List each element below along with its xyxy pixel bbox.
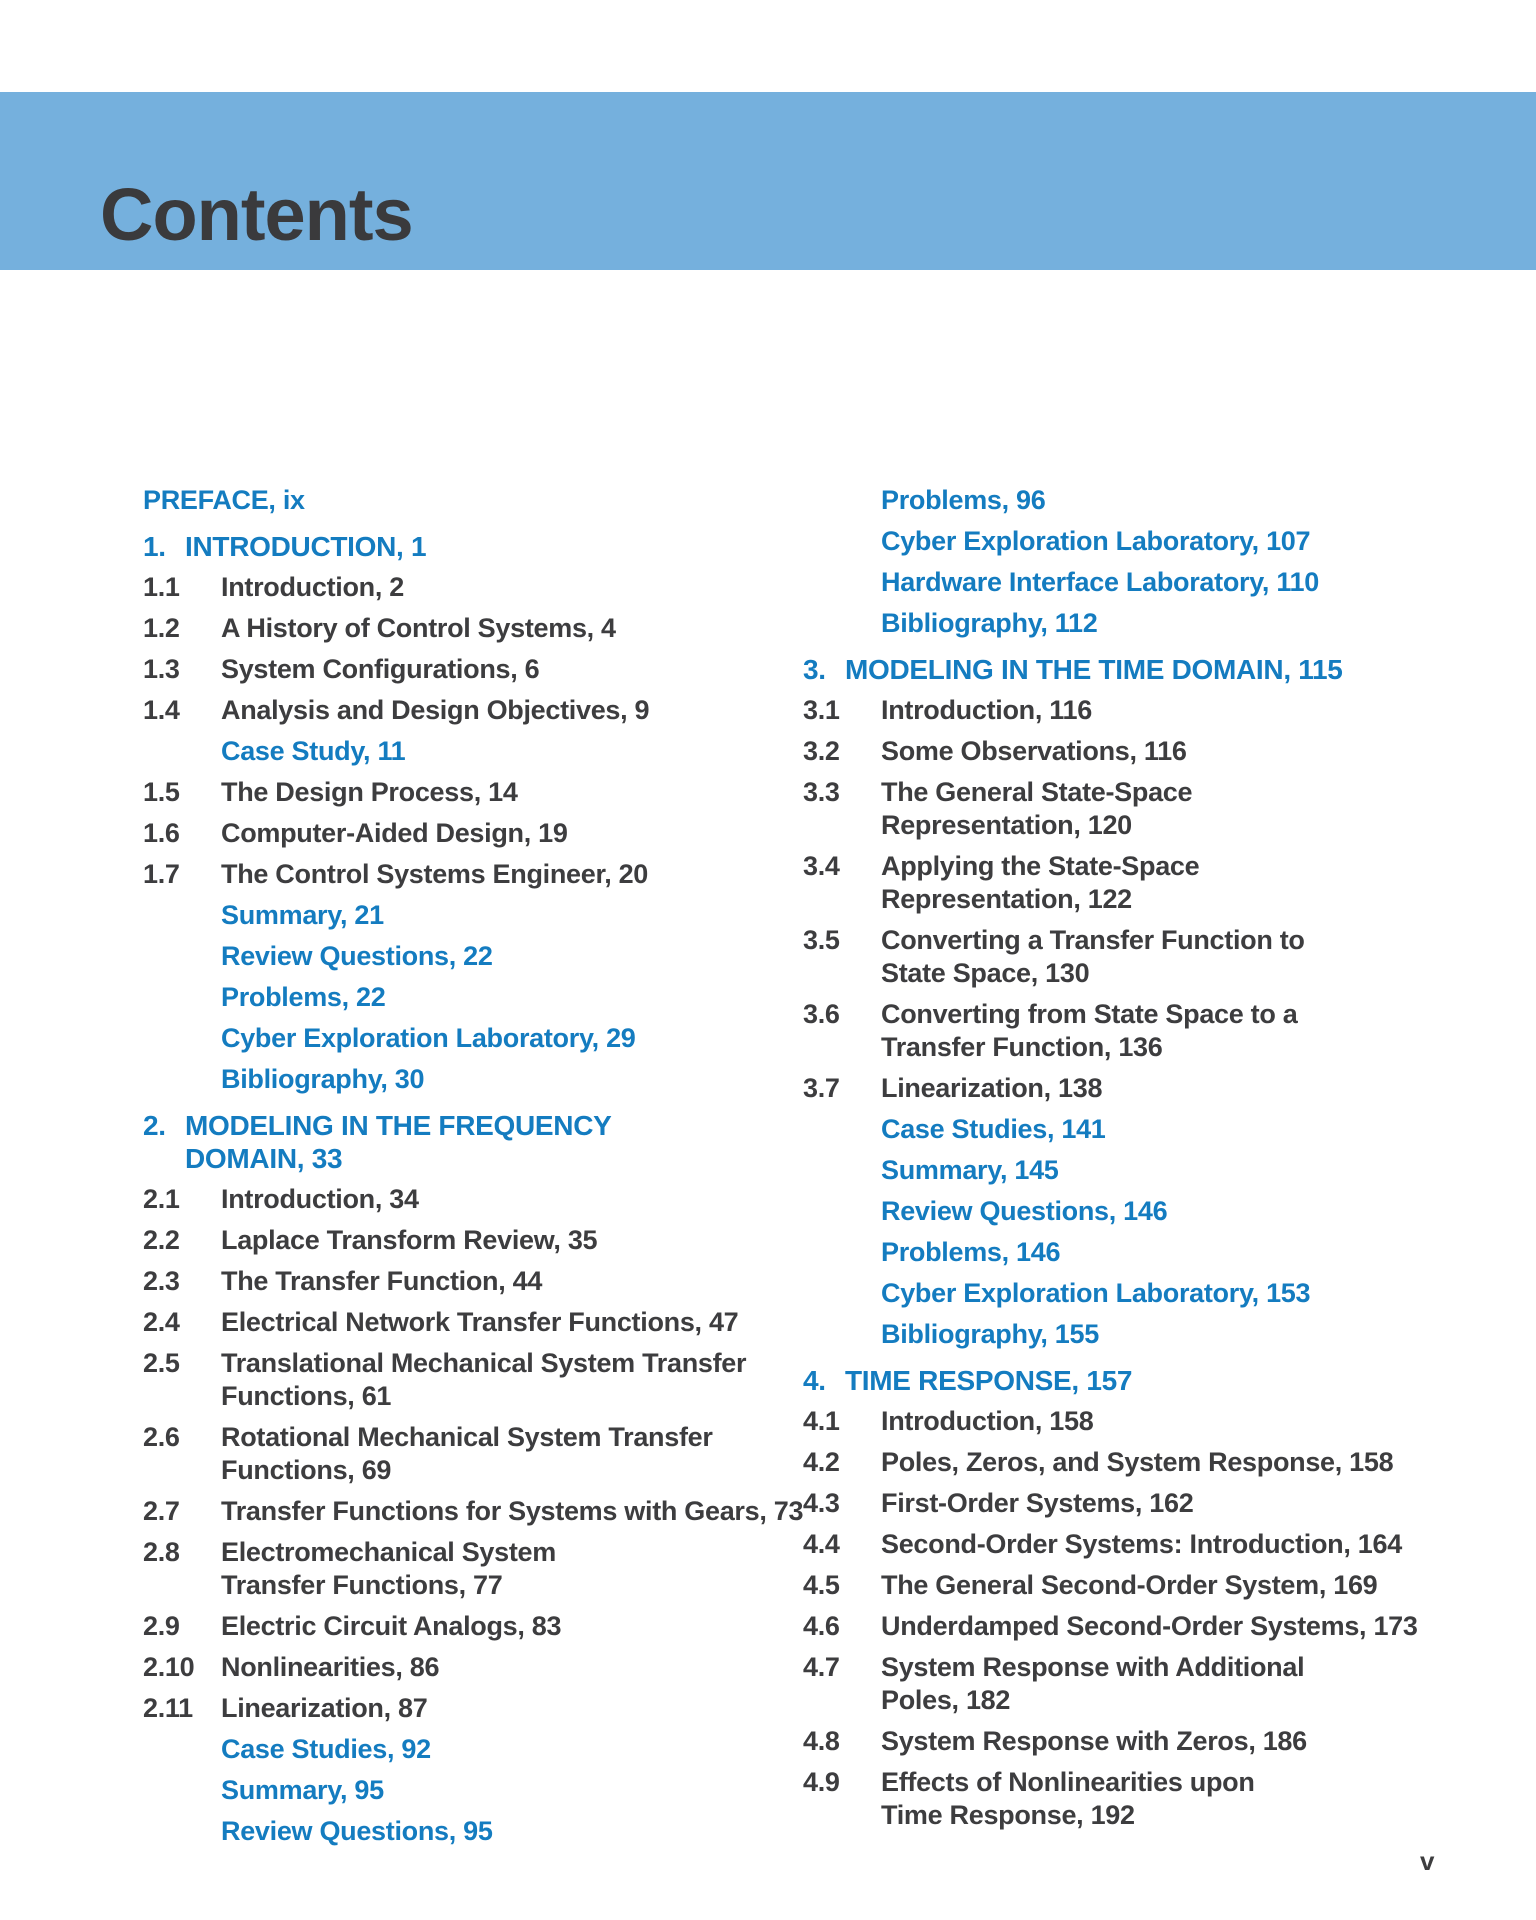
toc-sub-entry xyxy=(143,1063,808,1096)
entry-line: Poles, 182 xyxy=(881,1685,1011,1715)
entry-text xyxy=(881,566,1503,599)
toc-column-left xyxy=(143,484,808,1856)
entry-number: 1.6 xyxy=(143,818,180,848)
entry-line: Bibliography, 155 xyxy=(881,1319,1099,1349)
entry-text xyxy=(185,1109,808,1175)
entry-number: 3.7 xyxy=(803,1073,840,1103)
toc-section-entry xyxy=(143,776,808,809)
toc-section-entry xyxy=(803,924,1503,990)
entry-text xyxy=(881,1277,1503,1310)
entry-line: Bibliography, 30 xyxy=(221,1064,425,1094)
toc-section-entry xyxy=(143,1224,808,1257)
entry-text xyxy=(881,1236,1503,1269)
entry-number: 3. xyxy=(803,654,826,685)
entry-number: 4.6 xyxy=(803,1611,840,1641)
entry-line: A History of Control Systems, 4 xyxy=(221,613,616,643)
entry-number: 3.3 xyxy=(803,777,840,807)
toc-sub-entry xyxy=(803,607,1503,640)
entry-line: Hardware Interface Laboratory, 110 xyxy=(881,567,1319,597)
entry-number: 3.6 xyxy=(803,999,840,1029)
entry-line: The Transfer Function, 44 xyxy=(221,1266,543,1296)
entry-line: Summary, 95 xyxy=(221,1775,384,1805)
entry-text xyxy=(845,653,1503,686)
entry-number: 2.6 xyxy=(143,1422,180,1452)
entry-text xyxy=(221,1495,808,1528)
entry-line: Cyber Exploration Laboratory, 153 xyxy=(881,1278,1311,1308)
toc-section-entry xyxy=(143,612,808,645)
toc-section-entry xyxy=(803,1487,1503,1520)
toc-section-entry xyxy=(803,1528,1503,1561)
entry-text xyxy=(221,1306,808,1339)
entry-line: Some Observations, 116 xyxy=(881,736,1187,766)
entry-line: Applying the State-Space xyxy=(881,851,1200,881)
entry-number: 4.9 xyxy=(803,1767,840,1797)
entry-number: 2.9 xyxy=(143,1611,180,1641)
entry-line: Computer-Aided Design, 19 xyxy=(221,818,568,848)
toc-sub-entry xyxy=(143,1022,808,1055)
toc-section-entry xyxy=(143,817,808,850)
entry-number: 4.8 xyxy=(803,1726,840,1756)
toc-section-entry xyxy=(803,1766,1503,1832)
entry-text xyxy=(185,530,808,563)
entry-text xyxy=(881,607,1503,640)
toc-sub-entry xyxy=(803,1277,1503,1310)
entry-line: Linearization, 87 xyxy=(221,1693,428,1723)
entry-text xyxy=(881,735,1503,768)
toc-section-entry xyxy=(143,694,808,727)
entry-line: Linearization, 138 xyxy=(881,1073,1103,1103)
entry-line: Problems, 146 xyxy=(881,1237,1061,1267)
toc-section-entry xyxy=(803,1072,1503,1105)
entry-line: Translational Mechanical System Transfer xyxy=(221,1348,747,1378)
entry-line: Nonlinearities, 86 xyxy=(221,1652,440,1682)
entry-line: Introduction, 158 xyxy=(881,1406,1094,1436)
entry-line: MODELING IN THE TIME DOMAIN, 115 xyxy=(845,654,1343,685)
entry-line: TIME RESPONSE, 157 xyxy=(845,1365,1133,1396)
toc-sub-entry xyxy=(803,1154,1503,1187)
entry-line: Laplace Transform Review, 35 xyxy=(221,1225,598,1255)
entry-line: State Space, 130 xyxy=(881,958,1090,988)
entry-line: Summary, 21 xyxy=(221,900,384,930)
entry-line: DOMAIN, 33 xyxy=(185,1143,343,1174)
entry-number: 3.2 xyxy=(803,736,840,766)
toc-sub-entry xyxy=(803,1318,1503,1351)
entry-line: Functions, 61 xyxy=(221,1381,392,1411)
toc-section-entry xyxy=(143,1651,808,1684)
entry-line: Problems, 22 xyxy=(221,982,386,1012)
entry-text xyxy=(221,1265,808,1298)
toc-section-entry xyxy=(143,571,808,604)
entry-text xyxy=(221,612,808,645)
toc-section-entry xyxy=(803,1610,1503,1643)
entry-text xyxy=(881,924,1503,990)
entry-text xyxy=(881,1113,1503,1146)
entry-line: System Configurations, 6 xyxy=(221,654,540,684)
toc-sub-entry xyxy=(143,899,808,932)
entry-number: 4.2 xyxy=(803,1447,840,1477)
entry-line: System Response with Zeros, 186 xyxy=(881,1726,1307,1756)
entry-line: Time Response, 192 xyxy=(881,1800,1135,1830)
entry-text xyxy=(221,653,808,686)
toc-sub-entry xyxy=(803,566,1503,599)
entry-line: MODELING IN THE FREQUENCY xyxy=(185,1110,612,1141)
entry-text xyxy=(221,694,808,727)
entry-text xyxy=(221,1421,808,1487)
entry-number: 1. xyxy=(143,531,166,562)
entry-number: 2.1 xyxy=(143,1184,180,1214)
entry-line: Review Questions, 95 xyxy=(221,1816,493,1846)
entry-text xyxy=(221,1733,808,1766)
entry-text xyxy=(881,1195,1503,1228)
entry-text xyxy=(221,1536,808,1602)
entry-text xyxy=(221,1063,808,1096)
toc-sub-entry xyxy=(143,1774,808,1807)
entry-number: 4.5 xyxy=(803,1570,840,1600)
entry-text xyxy=(221,1610,808,1643)
entry-number: 1.1 xyxy=(143,572,180,602)
entry-number: 1.7 xyxy=(143,859,180,889)
entry-line: Bibliography, 112 xyxy=(881,608,1098,638)
entry-text xyxy=(881,694,1503,727)
entry-line: Analysis and Design Objectives, 9 xyxy=(221,695,650,725)
toc-sub-entry xyxy=(143,1815,808,1848)
entry-number: 4.1 xyxy=(803,1406,840,1436)
entry-line: Rotational Mechanical System Transfer xyxy=(221,1422,713,1452)
toc-section-entry xyxy=(143,1421,808,1487)
entry-line: Problems, 96 xyxy=(881,485,1046,515)
entry-line: Electrical Network Transfer Functions, 47 xyxy=(221,1307,739,1337)
entry-text xyxy=(881,1528,1503,1561)
folio-page-number: v xyxy=(1420,1846,1435,1876)
toc-sub-entry xyxy=(143,735,808,768)
entry-text xyxy=(221,571,808,604)
toc-sub-entry xyxy=(803,1113,1503,1146)
entry-number: 2. xyxy=(143,1110,166,1141)
toc-section-entry xyxy=(803,998,1503,1064)
entry-line: Electromechanical System xyxy=(221,1537,556,1567)
entry-number: 2.3 xyxy=(143,1266,180,1296)
entry-line: Effects of Nonlinearities upon xyxy=(881,1767,1255,1797)
entry-line: Electric Circuit Analogs, 83 xyxy=(221,1611,562,1641)
entry-line: Poles, Zeros, and System Response, 158 xyxy=(881,1447,1394,1477)
entry-number: 3.1 xyxy=(803,695,840,725)
entry-text xyxy=(881,1072,1503,1105)
entry-line: Cyber Exploration Laboratory, 29 xyxy=(221,1023,636,1053)
entry-text xyxy=(881,1318,1503,1351)
toc-sub-entry xyxy=(143,1733,808,1766)
toc-section-entry xyxy=(803,694,1503,727)
entry-text xyxy=(881,850,1503,916)
entry-text xyxy=(881,1569,1503,1602)
entry-text xyxy=(881,1610,1503,1643)
entry-text xyxy=(143,484,808,517)
toc-section-entry xyxy=(143,1610,808,1643)
entry-text xyxy=(221,776,808,809)
toc-sub-entry xyxy=(803,1195,1503,1228)
entry-line: Review Questions, 146 xyxy=(881,1196,1168,1226)
toc-front-matter-entry xyxy=(143,484,808,517)
entry-line: Transfer Function, 136 xyxy=(881,1032,1163,1062)
entry-text xyxy=(881,1487,1503,1520)
entry-text xyxy=(221,1224,808,1257)
entry-text xyxy=(881,998,1503,1064)
entry-line: Case Studies, 141 xyxy=(881,1114,1106,1144)
entry-number: 4. xyxy=(803,1365,826,1396)
entry-line: The General Second-Order System, 169 xyxy=(881,1570,1378,1600)
entry-line: Converting from State Space to a xyxy=(881,999,1298,1029)
toc-section-entry xyxy=(803,1405,1503,1438)
toc-sub-entry xyxy=(803,525,1503,558)
entry-line: The General State-Space xyxy=(881,777,1193,807)
entry-line: Cyber Exploration Laboratory, 107 xyxy=(881,526,1311,556)
entry-number: 2.4 xyxy=(143,1307,180,1337)
toc-chapter-heading xyxy=(803,1364,1503,1397)
entry-text xyxy=(221,1815,808,1848)
entry-number: 2.11 xyxy=(143,1693,193,1723)
entry-text xyxy=(221,1774,808,1807)
toc-section-entry xyxy=(803,735,1503,768)
toc-chapter-heading xyxy=(143,530,808,563)
entry-text xyxy=(221,1022,808,1055)
entry-line: PREFACE, ix xyxy=(143,485,305,515)
entry-line: Transfer Functions for Systems with Gears, 73 xyxy=(221,1496,804,1526)
entry-text xyxy=(221,735,808,768)
toc-section-entry xyxy=(143,1265,808,1298)
entry-number: 4.7 xyxy=(803,1652,840,1682)
toc-sub-entry xyxy=(803,1236,1503,1269)
entry-line: Representation, 120 xyxy=(881,810,1132,840)
entry-number: 2.2 xyxy=(143,1225,180,1255)
entry-line: Transfer Functions, 77 xyxy=(221,1570,503,1600)
entry-text xyxy=(845,1364,1503,1397)
toc-sub-entry xyxy=(803,484,1503,517)
entry-line: Second-Order Systems: Introduction, 164 xyxy=(881,1529,1402,1559)
entry-line: Underdamped Second-Order Systems, 173 xyxy=(881,1611,1418,1641)
entry-text xyxy=(221,858,808,891)
page-title: Contents xyxy=(100,173,413,256)
entry-line: Introduction, 34 xyxy=(221,1184,419,1214)
entry-number: 2.5 xyxy=(143,1348,180,1378)
entry-text xyxy=(221,1692,808,1725)
toc-sub-entry xyxy=(143,940,808,973)
entry-text xyxy=(221,1651,808,1684)
entry-number: 1.5 xyxy=(143,777,180,807)
entry-text xyxy=(221,817,808,850)
entry-text xyxy=(881,1405,1503,1438)
entry-text xyxy=(881,1446,1503,1479)
toc-column-right xyxy=(803,484,1503,1840)
entry-line: The Control Systems Engineer, 20 xyxy=(221,859,649,889)
toc-section-entry xyxy=(803,776,1503,842)
entry-line: System Response with Additional xyxy=(881,1652,1305,1682)
entry-line: The Design Process, 14 xyxy=(221,777,518,807)
entry-line: Functions, 69 xyxy=(221,1455,392,1485)
entry-line: Review Questions, 22 xyxy=(221,941,493,971)
entry-line: INTRODUCTION, 1 xyxy=(185,531,427,562)
toc-section-entry xyxy=(143,858,808,891)
toc-section-entry xyxy=(143,1692,808,1725)
toc-section-entry xyxy=(803,1569,1503,1602)
entry-text xyxy=(221,899,808,932)
entry-number: 3.5 xyxy=(803,925,840,955)
entry-line: Introduction, 116 xyxy=(881,695,1092,725)
toc-section-entry xyxy=(803,1725,1503,1758)
toc-chapter-heading xyxy=(143,1109,808,1175)
entry-number: 4.4 xyxy=(803,1529,840,1559)
entry-line: Introduction, 2 xyxy=(221,572,404,602)
entry-number: 4.3 xyxy=(803,1488,840,1518)
toc-section-entry xyxy=(143,1495,808,1528)
entry-text xyxy=(881,1651,1503,1717)
entry-text xyxy=(221,981,808,1014)
entry-line: Case Study, 11 xyxy=(221,736,406,766)
entry-text xyxy=(881,484,1503,517)
entry-text xyxy=(221,1183,808,1216)
toc-section-entry xyxy=(143,653,808,686)
entry-number: 2.10 xyxy=(143,1652,195,1682)
entry-line: Representation, 122 xyxy=(881,884,1132,914)
toc-section-entry xyxy=(803,1446,1503,1479)
toc-chapter-heading xyxy=(803,653,1503,686)
entry-line: Case Studies, 92 xyxy=(221,1734,431,1764)
entry-line: Summary, 145 xyxy=(881,1155,1059,1185)
entry-number: 3.4 xyxy=(803,851,840,881)
entry-text xyxy=(881,1766,1503,1832)
entry-text xyxy=(221,1347,808,1413)
toc-section-entry xyxy=(803,850,1503,916)
entry-text xyxy=(221,940,808,973)
entry-line: First-Order Systems, 162 xyxy=(881,1488,1194,1518)
entry-number: 1.4 xyxy=(143,695,180,725)
entry-number: 1.2 xyxy=(143,613,180,643)
toc-section-entry xyxy=(143,1306,808,1339)
entry-number: 1.3 xyxy=(143,654,180,684)
toc-section-entry xyxy=(143,1347,808,1413)
toc-section-entry xyxy=(143,1183,808,1216)
entry-text xyxy=(881,1154,1503,1187)
entry-text xyxy=(881,525,1503,558)
entry-text xyxy=(881,1725,1503,1758)
toc-section-entry xyxy=(803,1651,1503,1717)
entry-number: 2.7 xyxy=(143,1496,180,1526)
toc-sub-entry xyxy=(143,981,808,1014)
entry-number: 2.8 xyxy=(143,1537,180,1567)
entry-line: Converting a Transfer Function to xyxy=(881,925,1305,955)
entry-text xyxy=(881,776,1503,842)
toc-section-entry xyxy=(143,1536,808,1602)
